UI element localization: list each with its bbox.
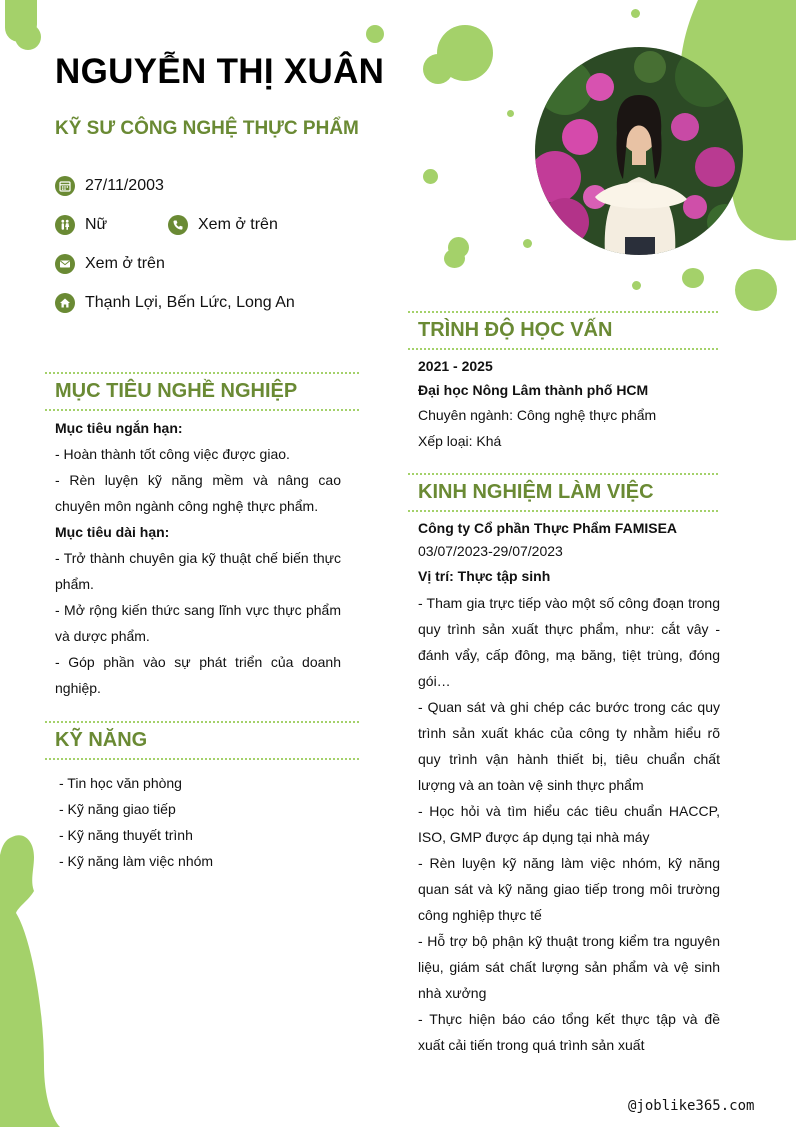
address-row xyxy=(55,293,295,313)
mail-icon xyxy=(55,254,75,274)
education-grade: Xếp loại: Khá xyxy=(418,433,502,449)
email-row xyxy=(55,254,165,274)
experience-period: 03/07/2023-29/07/2023 xyxy=(418,543,563,559)
skills-list xyxy=(59,770,339,874)
decor-circle xyxy=(15,24,41,50)
decor-circle xyxy=(444,249,465,268)
phone-row xyxy=(168,215,278,235)
job-title: KỸ SƯ CÔNG NGHỆ THỰC PHẨM xyxy=(55,118,359,139)
decor-circle xyxy=(682,268,704,288)
home-icon xyxy=(55,293,75,313)
gender-text: Nữ xyxy=(85,216,108,233)
experience-body xyxy=(418,516,720,1058)
experience-item: - Thực hiện báo cáo tổng kết thực tập và đề xuất cải tiến trong quá trình sản xuất xyxy=(418,1011,720,1053)
phone-text: Xem ở trên xyxy=(198,216,278,233)
education-major: Chuyên ngành: Công nghệ thực phẩm xyxy=(418,407,657,423)
long-term-item: - Mở rộng kiến thức sang lĩnh vực thực phẩm và dược phẩm. xyxy=(55,602,341,644)
decor-circle xyxy=(523,239,532,248)
decor-circle xyxy=(631,9,640,18)
experience-section-title: KINH NGHIỆM LÀM VIỆC xyxy=(408,473,718,512)
education-school: Đại học Nông Lâm thành phố HCM xyxy=(418,382,649,398)
skill-item: - Kỹ năng làm việc nhóm xyxy=(59,853,214,869)
gender-row xyxy=(55,215,107,235)
watermark-text: @joblike365.com xyxy=(628,1098,755,1114)
gender-icon xyxy=(55,215,75,235)
long-term-item: - Trở thành chuyên gia kỹ thuật chế biến thực phẩm. xyxy=(55,550,341,592)
experience-item: - Quan sát và ghi chép các bước trong các quy trình sản xuất khác của công ty nhằm hiểu rõ quy trình vận hành thiết bị, tiêu chuẩn chất lượng và an toàn vệ sinh thực phẩm xyxy=(418,699,720,793)
experience-item: - Rèn luyện kỹ năng làm việc nhóm, kỹ năng quan sát và kỹ năng giao tiếp trong môi trường công nghiệp thực tế xyxy=(418,855,720,923)
calendar-icon xyxy=(55,176,75,196)
candidate-name: NGUYỄN THỊ XUÂN xyxy=(55,52,385,91)
decor-circle xyxy=(632,281,641,290)
skill-item: - Kỹ năng giao tiếp xyxy=(59,801,176,817)
education-body xyxy=(418,354,720,454)
decor-circle xyxy=(366,25,384,43)
skills-section-title: KỸ NĂNG xyxy=(45,721,359,760)
long-term-item: - Góp phần vào sự phát triển của doanh nghiệp. xyxy=(55,654,341,696)
phone-icon xyxy=(168,215,188,235)
decor-circle xyxy=(423,169,438,184)
decor-blob-bottom-left xyxy=(0,835,70,1127)
education-period: 2021 - 2025 xyxy=(418,358,493,374)
decor-circle xyxy=(423,54,453,84)
education-section-title: TRÌNH ĐỘ HỌC VẤN xyxy=(408,311,718,350)
email-text: Xem ở trên xyxy=(85,255,165,272)
short-term-item: - Hoàn thành tốt công việc được giao. xyxy=(55,446,290,462)
experience-item: - Học hỏi và tìm hiểu các tiêu chuẩn HACCP, ISO, GMP được áp dụng tại nhà máy xyxy=(418,803,720,845)
birthdate-text: 27/11/2003 xyxy=(85,177,164,194)
decor-circle xyxy=(507,110,514,117)
profile-photo xyxy=(535,47,743,255)
objective-section-title: MỤC TIÊU NGHỀ NGHIỆP xyxy=(45,372,359,411)
experience-position: Vị trí: Thực tập sinh xyxy=(418,568,551,584)
skill-item: - Tin học văn phòng xyxy=(59,775,182,791)
long-term-label: Mục tiêu dài hạn: xyxy=(55,524,170,540)
short-term-item: - Rèn luyện kỹ năng mềm và nâng cao chuyên môn ngành công nghệ thực phẩm. xyxy=(55,472,341,514)
decor-circle xyxy=(735,269,777,311)
experience-item: - Hỗ trợ bộ phận kỹ thuật trong kiểm tra nguyên liệu, giám sát chất lượng sản phẩm và vệ sinh nhà xưởng xyxy=(418,933,720,1001)
birthdate-row xyxy=(55,176,164,196)
objective-body xyxy=(55,415,341,701)
short-term-label: Mục tiêu ngắn hạn: xyxy=(55,420,183,436)
experience-company: Công ty Cổ phần Thực Phẩm FAMISEA xyxy=(418,520,678,536)
experience-item: - Tham gia trực tiếp vào một số công đoạn trong quy trình sản xuất thực phẩm, như: cắt vây - đánh vẩy, cấp đông, mạ băng, tiệt trùng, đóng gói… xyxy=(418,595,720,689)
skill-item: - Kỹ năng thuyết trình xyxy=(59,827,193,843)
address-text: Thạnh Lợi, Bến Lức, Long An xyxy=(85,294,295,311)
